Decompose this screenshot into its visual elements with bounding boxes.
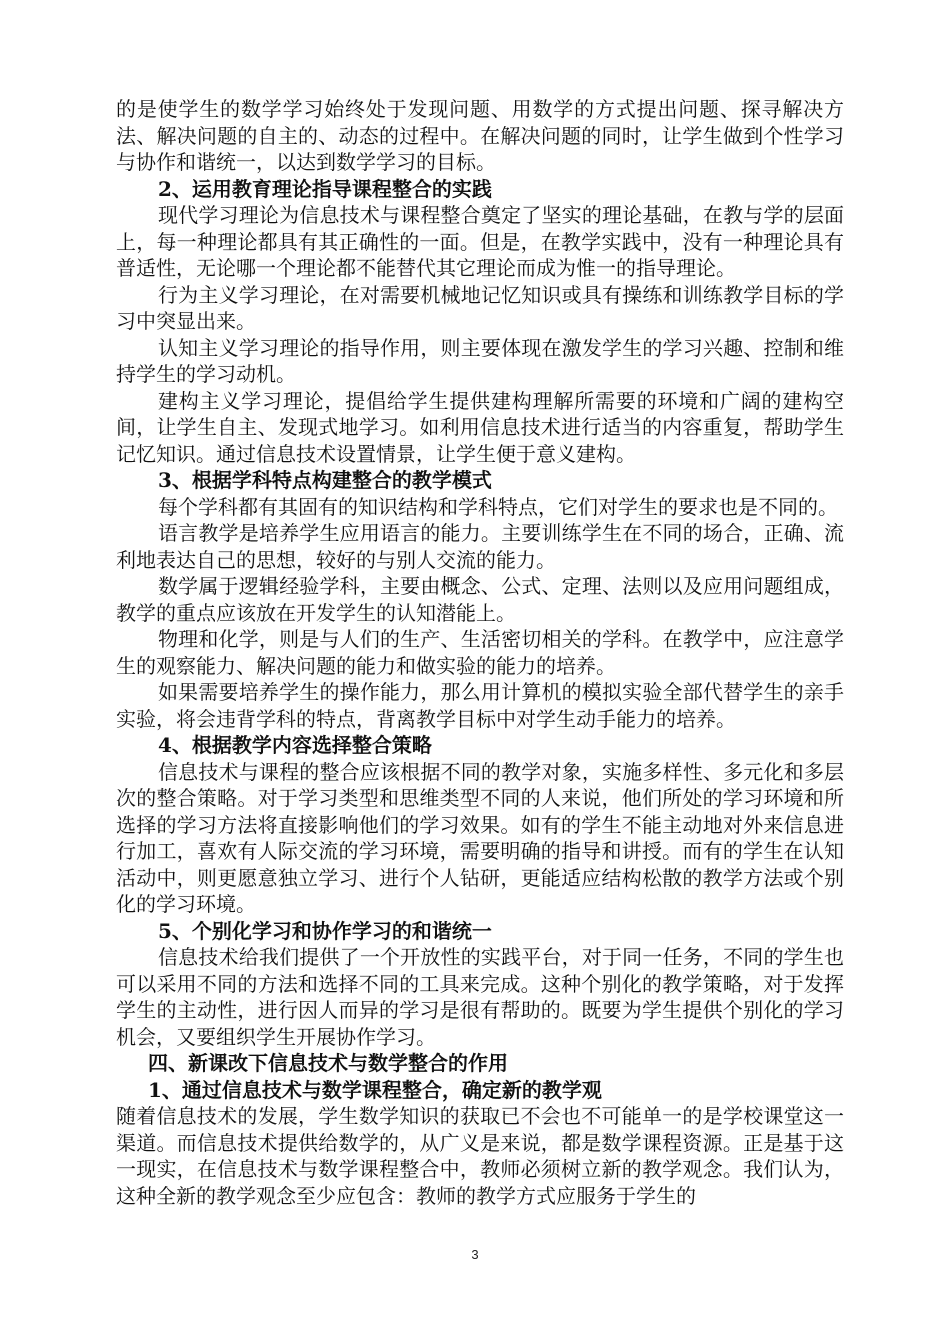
- paragraph: 认知主义学习理论的指导作用，则主要体现在激发学生的学习兴趣、控制和维持学生的学习动机。: [116, 335, 844, 386]
- section-heading: 四、新课改下信息技术与数学整合的作用: [148, 1051, 508, 1075]
- paragraph: 建构主义学习理论，提倡给学生提供建构理解所需要的环境和广阔的建构空间，让学生自主、发现式地学习。如利用信息技术进行适当的内容重复，帮助学生记忆知识。通过信息技术设置情景，让学生便于意义建构。: [116, 388, 844, 466]
- section-heading: 3、根据学科特点构建整合的教学模式: [158, 468, 492, 492]
- page-number: 3: [471, 1247, 479, 1262]
- paragraph: 每个学科都有其固有的知识结构和学科特点，它们对学生的要求也是不同的。: [158, 494, 838, 519]
- paragraph: 语言教学是培养学生应用语言的能力。主要训练学生在不同的场合，正确、流利地表达自己的思想，较好的与别人交流的能力。: [116, 521, 844, 572]
- paragraph: 行为主义学习理论，在对需要机械地记忆知识或具有操练和训练教学目标的学习中突显出来。: [116, 282, 844, 333]
- section-heading: 1、通过信息技术与数学课程整合，确定新的教学观: [148, 1077, 602, 1102]
- section-heading: 2、运用教育理论指导课程整合的实践: [158, 176, 492, 201]
- section-heading: 4、根据教学内容选择整合策略: [158, 733, 432, 757]
- paragraph: 的是使学生的数学学习始终处于发现问题、用数学的方式提出问题、探寻解决方法、解决问题的自主的、动态的过程中。在解决问题的同时，让学生做到个性学习与协作和谐统一，以达到数学学习的目标。: [116, 97, 844, 174]
- paragraph: 物理和化学，则是与人们的生产、生活密切相关的学科。在教学中，应注意学生的观察能力、解决问题的能力和做实验的能力的培养。: [116, 627, 844, 678]
- paragraph: 现代学习理论为信息技术与课程整合奠定了坚实的理论基础，在教与学的层面上，每一种理论都具有其正确性的一面。但是，在教学实践中，没有一种理论具有普适性，无论哪一个理论都不能替代其它理论而成为惟一的指导理论。: [116, 203, 844, 280]
- paragraph: 信息技术给我们提供了一个开放性的实践平台，对于同一任务，不同的学生也可以采用不同的方法和选择不同的工具来完成。这种个别化的教学策略，对于发挥学生的主动性，进行因人而异的学习是很有帮助的。既要为学生提供个别化的学习机会，又要组织学生开展协作学习。: [116, 945, 844, 1049]
- paragraph: 信息技术与课程的整合应该根据不同的教学对象，实施多样性、多元化和多层次的整合策略。对于学习类型和思维类型不同的人来说，他们所处的学习环境和所选择的学习方法将直接影响他们的学习效果。如有的学生不能主动地对外来信息进行加工，喜欢有人际交流的学习环境，需要明确的指导和讲授。而有的学生在认知活动中，则更愿意独立学习、进行个人钻研，更能适应结构松散的教学方法或个别化的学习环境。: [116, 759, 844, 916]
- body-text: [116, 96, 844, 1209]
- paragraph: 数学属于逻辑经验学科，主要由概念、公式、定理、法则以及应用问题组成，教学的重点应该放在开发学生的认知潜能上。: [116, 574, 844, 625]
- section-heading: 5、个别化学习和协作学习的和谐统一: [158, 918, 492, 943]
- paragraph: 随着信息技术的发展，学生数学知识的获取已不会也不可能单一的是学校课堂这一渠道。而信息技术提供给数学的，从广义是来说，都是数学课程资源。正是基于这一现实，在信息技术与数学课程整合中，教师必须树立新的教学观念。我们认为，这种全新的教学观念至少应包含：教师的教学方式应服务于学生的: [116, 1104, 844, 1208]
- paragraph: 如果需要培养学生的操作能力，那么用计算机的模拟实验全部代替学生的亲手实验，将会违背学科的特点，背离教学目标中对学生动手能力的培养。: [116, 680, 844, 731]
